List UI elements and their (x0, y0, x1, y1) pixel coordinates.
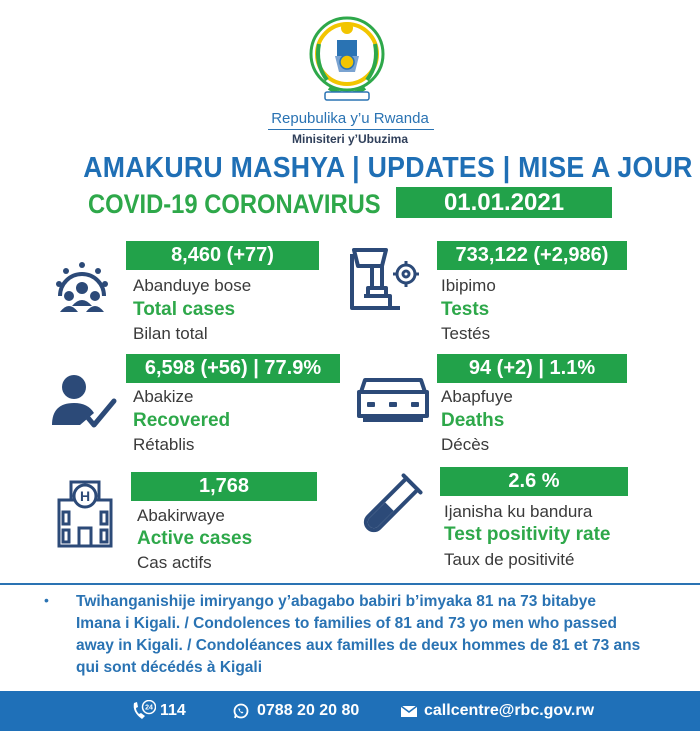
ministry-name: Minisiteri y’Ubuzima (291, 132, 409, 146)
deaths-label-fr: Décès (441, 435, 490, 454)
tests-value: 733,122 (+2,986) (437, 241, 627, 270)
hotline-number[interactable]: 114 (160, 702, 186, 719)
svg-text:H: H (79, 488, 91, 504)
email-icon (400, 705, 418, 723)
subtitle: COVID-19 CORONAVIRUS (88, 189, 381, 219)
header-divider (268, 129, 434, 130)
recovered-label-en: Recovered (133, 410, 231, 431)
whatsapp-number[interactable]: 0788 20 20 80 (257, 702, 360, 719)
deaths-value: 94 (+2) | 1.1% (437, 354, 627, 383)
positivity-label-rw: Ijanisha ku bandura (444, 502, 593, 521)
email-address[interactable]: callcentre@rbc.gov.rw (424, 702, 595, 719)
test-tube-icon (350, 470, 426, 546)
whatsapp-icon (233, 703, 249, 724)
condolence-notice: Twihanganishije imiryango y’abagabo babiri b’imyaka 81 na 73 bitabye Imana i Kigali. / Condolences to families of 81 and 73 yo men who passed away in Kigali. / Condoléances aux familles de deux hommes de 81 et 73 ans qui sont décédés à Kigali (76, 593, 641, 676)
contact-footer (0, 691, 700, 731)
total-cases-label-en: Total cases (133, 299, 236, 320)
positivity-label-fr: Taux de positivité (444, 550, 575, 569)
positivity-label-en: Test positivity rate (444, 524, 611, 545)
page-title: AMAKURU MASHYA | UPDATES | MISE A JOUR (83, 152, 693, 184)
recovered-label-fr: Rétablis (133, 435, 195, 454)
person-check-icon (50, 373, 118, 435)
recovered-value: 6,598 (+56) | 77.9% (126, 354, 340, 383)
tests-label-en: Tests (441, 299, 490, 320)
virus-people-icon (52, 258, 112, 318)
coffin-icon (355, 376, 431, 426)
section-divider (0, 583, 700, 585)
date-badge: 01.01.2021 (396, 187, 612, 218)
phone-24-icon (130, 700, 156, 727)
hospital-icon (55, 478, 115, 548)
total-cases-label-rw: Abanduye bose (133, 276, 252, 295)
tests-label-rw: Ibipimo (441, 276, 496, 295)
recovered-label-rw: Abakize (133, 387, 194, 406)
notice-bullet: • (44, 592, 49, 608)
total-cases-label-fr: Bilan total (133, 324, 208, 343)
rwanda-emblem (305, 14, 389, 106)
deaths-label-rw: Abapfuye (441, 387, 513, 406)
country-name: Repubulika y’u Rwanda (271, 110, 429, 127)
total-cases-value: 8,460 (+77) (126, 241, 319, 270)
hotline-badge: 24 (145, 704, 153, 712)
active-cases-value: 1,768 (131, 472, 317, 501)
active-cases-label-fr: Cas actifs (137, 553, 212, 572)
positivity-value: 2.6 % (440, 467, 628, 496)
tests-label-fr: Testés (441, 324, 491, 343)
active-cases-label-rw: Abakirwaye (137, 506, 225, 525)
active-cases-label-en: Active cases (137, 528, 253, 549)
deaths-label-en: Deaths (441, 410, 505, 431)
microscope-icon (346, 244, 422, 320)
